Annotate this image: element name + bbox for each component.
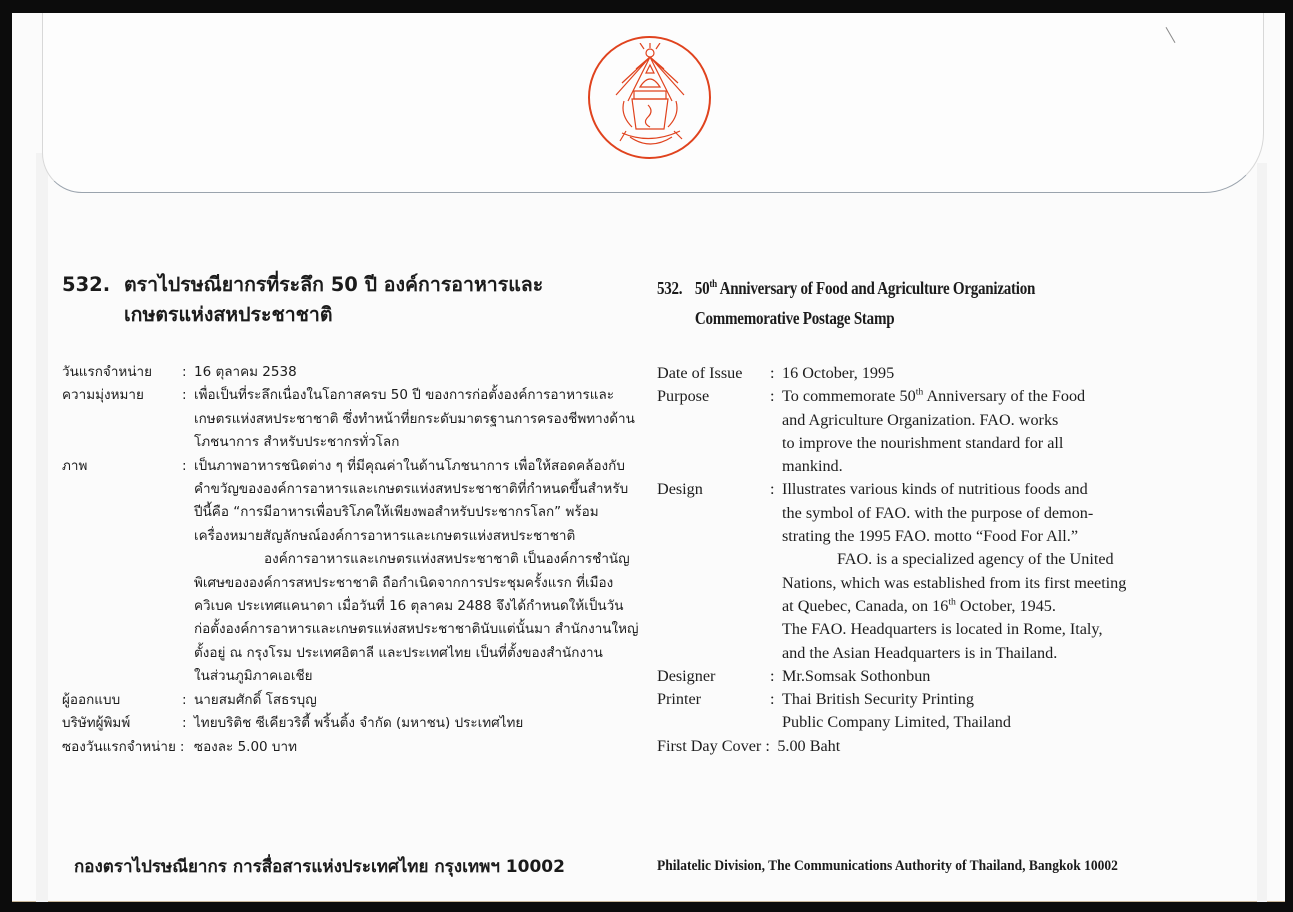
value-line: and the Asian Headquarters is in Thailand.	[782, 643, 1058, 662]
colon: :	[770, 364, 775, 382]
value-line: องค์การอาหารและเกษตรแห่งสหประชาชาติ เป็นองค์การชำนัญ	[264, 551, 630, 568]
value-line: FAO. is a specialized agency of the United	[837, 550, 1114, 569]
colon: :	[182, 387, 187, 404]
value-line: โภชนาการ สำหรับประชากรทั่วโลก	[194, 434, 400, 451]
thai-label: ภาพ	[62, 457, 88, 474]
english-footer-publisher: Philatelic Division, The Communications Authority of Thailand, Bangkok 10002	[657, 858, 1118, 874]
text: Anniversary of the Food	[923, 387, 1086, 406]
english-row-purpose	[657, 385, 1237, 478]
thai-value	[190, 736, 642, 759]
value-line	[782, 385, 1237, 408]
thai-details-list	[62, 361, 642, 759]
thai-label: ผู้ออกแบบ	[62, 691, 121, 708]
ordinal-suffix: th	[948, 596, 956, 608]
english-value	[782, 688, 1237, 735]
english-title	[657, 273, 1173, 333]
value-line: and Agriculture Organization. FAO. works	[782, 410, 1059, 429]
colon: :	[765, 736, 770, 755]
thai-label: บริษัทผู้พิมพ์	[62, 715, 131, 732]
thai-title-number: 532.	[62, 273, 111, 296]
thai-value	[194, 712, 642, 735]
thai-value	[194, 384, 642, 454]
english-label: Date of Issue	[657, 364, 743, 382]
ordinal-suffix: th	[915, 386, 924, 398]
english-label: Designer	[657, 666, 716, 685]
value-line: Illustrates various kinds of nutritious foods and	[782, 480, 1088, 499]
value-line: 16 October, 1995	[782, 364, 895, 382]
english-value	[782, 362, 1237, 385]
english-row-printer	[657, 688, 1237, 735]
english-value	[782, 478, 1237, 664]
value-line: นายสมศักดิ์ โสธรบุญ	[194, 691, 317, 708]
thai-label: ความมุ่งหมาย	[62, 387, 144, 404]
thai-row-purpose	[62, 384, 642, 454]
value-line: The FAO. Headquarters is located in Rome, Italy,	[782, 620, 1103, 639]
colon: :	[182, 364, 187, 380]
thai-title-line2: เกษตรแห่งสหประชาชาติ	[124, 303, 333, 326]
value-line: เป็นภาพอาหารชนิดต่าง ๆ ที่มีคุณค่าในด้านโภชนาการ เพื่อให้สอดคล้องกับ	[194, 457, 625, 474]
value-line: to improve the nourishment standard for all	[782, 433, 1064, 452]
english-row-designer	[657, 665, 1237, 688]
value-line: Nations, which was established from its first meeting	[782, 573, 1127, 592]
value-line: คำขวัญขององค์การอาหารและเกษตรแห่งสหประชาชาติที่กำหนดขึ้นสำหรับ	[194, 481, 629, 498]
english-row-first-day-cover	[657, 735, 1237, 758]
value-line: ปีนี้คือ “การมีอาหารเพื่อบริโภคให้เพียงพอสำหรับประชากรโลก” พร้อม	[194, 504, 599, 521]
envelope-back	[12, 13, 1285, 902]
english-value	[782, 385, 1237, 478]
colon: :	[770, 387, 775, 406]
english-title-line1: Anniversary of Food and Agriculture Organization	[716, 278, 1036, 298]
value-line: 5.00 Baht	[777, 736, 841, 755]
colon: :	[770, 480, 775, 499]
envelope-side-flap-right	[1257, 163, 1267, 902]
thai-row-issue-date	[62, 361, 642, 384]
royal-crest-icon	[602, 43, 698, 153]
english-label: Purpose	[657, 387, 710, 406]
value-line: mankind.	[782, 457, 843, 476]
english-value	[777, 735, 1237, 758]
colon: :	[770, 666, 775, 685]
thai-row-designer	[62, 689, 642, 712]
value-line: the symbol of FAO. with the purpose of demon-	[782, 503, 1094, 522]
value-line: ไทยบริติช ซีเคียวริตี้ พริ้นติ้ง จำกัด (มหาชน) ประเทศไทย	[194, 715, 524, 732]
thai-value	[194, 689, 642, 712]
thai-title	[62, 270, 642, 330]
value-line	[782, 595, 1237, 618]
english-value	[782, 665, 1237, 688]
colon: :	[182, 457, 187, 474]
value-line: เครื่องหมายสัญลักษณ์องค์การอาหารและเกษตรแห่งสหประชาชาติ	[194, 527, 576, 544]
colon: :	[182, 691, 187, 708]
english-details-list	[657, 362, 1237, 758]
english-title-line2: Commemorative Postage Stamp	[694, 308, 895, 328]
english-title-number: 532.	[657, 278, 683, 298]
value-line: 16 ตุลาคม 2538	[194, 364, 297, 380]
value-line: เพื่อเป็นที่ระลึกเนื่องในโอกาสครบ 50 ปี ของการก่อตั้งองค์การอาหารและ	[194, 387, 615, 404]
thai-title-line1: ตราไปรษณียากรที่ระลึก 50 ปี องค์การอาหารและ	[124, 273, 544, 296]
thai-row-printer	[62, 712, 642, 735]
value-line: ก่อตั้งองค์การอาหารและเกษตรแห่งสหประชาชาตินับแต่นั้นมา สำนักงานใหญ่	[194, 621, 639, 638]
english-row-design	[657, 478, 1237, 664]
title-ordinal-number: 50	[694, 278, 710, 298]
value-line: ตั้งอยู่ ณ กรุงโรม ประเทศอิตาลี และประเทศไทย เป็นที่ตั้งของสำนักงาน	[194, 644, 603, 661]
thai-footer-publisher: กองตราไปรษณียากร การสื่อสารแห่งประเทศไทย กรุงเทพฯ 10002	[74, 857, 565, 877]
english-label: Printer	[657, 690, 702, 709]
text: October, 1945.	[955, 596, 1056, 615]
thai-value	[194, 361, 642, 384]
thai-label: ซองวันแรกจำหน่าย	[62, 738, 176, 755]
value-line: พิเศษขององค์การสหประชาชาติ ถือกำเนิดจากการประชุมครั้งแรก ที่เมือง	[194, 574, 614, 591]
value-line: ซองละ 5.00 บาท	[193, 738, 297, 755]
thai-row-design	[62, 455, 642, 689]
colon: :	[770, 690, 775, 709]
english-row-date-of-issue	[657, 362, 1237, 385]
thai-value	[194, 455, 642, 689]
value-line: Public Company Limited, Thailand	[782, 713, 1011, 732]
thai-label: วันแรกจำหน่าย	[62, 364, 153, 380]
colon: :	[179, 738, 185, 755]
title-ordinal-suffix: th	[709, 279, 717, 291]
value-line: เกษตรแห่งสหประชาชาติ ซึ่งทำหน้าที่ยกระดับมาตรฐานการครองชีพทางด้าน	[194, 410, 635, 427]
envelope-side-flap-left	[36, 153, 48, 902]
thai-row-first-day-cover	[62, 736, 642, 759]
colon: :	[182, 715, 187, 732]
text: at Quebec, Canada, on 16	[782, 596, 949, 615]
value-line: ควิเบค ประเทศแคนาดา เมื่อวันที่ 16 ตุลาคม 2488 จึงได้กำหนดให้เป็นวัน	[194, 598, 624, 615]
postal-emblem-logo	[588, 36, 711, 159]
value-line: Thai British Security Printing	[782, 690, 974, 709]
english-label: First Day Cover	[657, 736, 762, 755]
english-label: Design	[657, 480, 703, 499]
value-line: strating the 1995 FAO. motto “Food For All.”	[782, 527, 1079, 546]
value-line: ในส่วนภูมิภาคเอเชีย	[194, 668, 313, 685]
value-line: Mr.Somsak Sothonbun	[782, 666, 931, 685]
text: To commemorate 50	[782, 387, 916, 406]
